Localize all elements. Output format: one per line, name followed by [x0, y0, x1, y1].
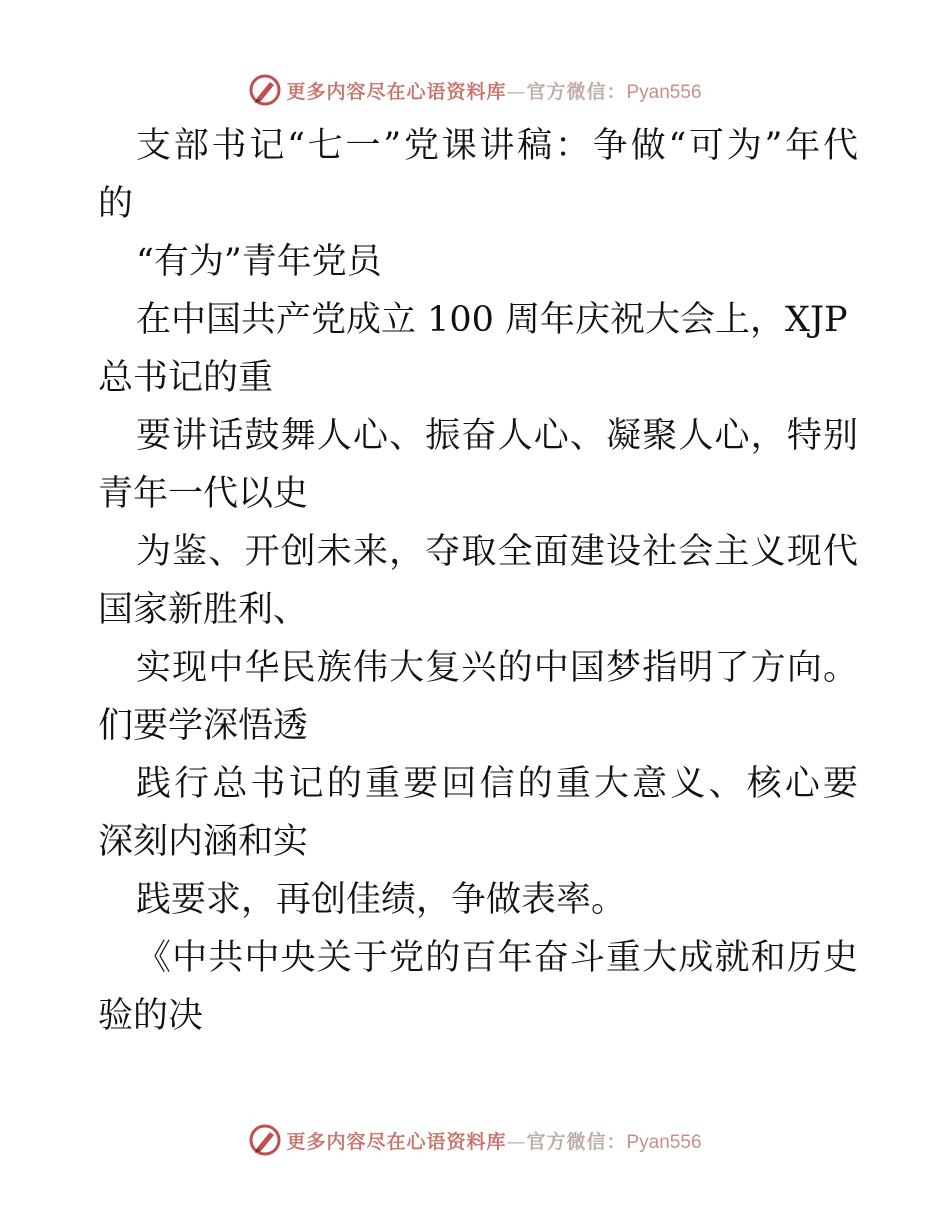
text-line: 验的决 [98, 996, 204, 1036]
header-separator: — [506, 80, 527, 103]
document-body [98, 117, 858, 1045]
text-line: 在中国共产党成立 100 周年庆祝大会上，XJP [136, 300, 848, 340]
text-line: 践要求，再创佳绩，争做表率。 [136, 880, 627, 920]
text-line: 的 [98, 184, 134, 224]
text-line: 总书记的重 [98, 358, 274, 398]
text-line: 们要学深悟透 [98, 706, 309, 746]
header-brand-text: 更多内容尽在心语资料库 [286, 80, 507, 103]
header-wechat-label: 官方微信： [526, 80, 627, 103]
footer-separator: — [506, 1130, 527, 1153]
text-line: 践行总书记的重要回信的重大意义、核心要 [136, 764, 858, 804]
text-line: 《中共中央关于党的百年奋斗重大成就和历史 [136, 938, 858, 978]
footer-brand-text: 更多内容尽在心语资料库 [286, 1130, 507, 1153]
text-line: 深刻内涵和实 [98, 822, 309, 862]
footer-banner [0, 1120, 950, 1160]
text-line: 青年一代以史 [98, 474, 309, 514]
text-line: 要讲话鼓舞人心、振奋人心、凝聚人心，特别 [136, 416, 858, 456]
text-line: 实现中华民族伟大复兴的中国梦指明了方向。 [136, 648, 858, 688]
text-line: “有为”青年党员 [136, 242, 382, 282]
text-line: 国家新胜利、 [98, 590, 309, 630]
text-line: 支部书记“七一”党课讲稿：争做“可为”年代 [136, 126, 858, 166]
text-line: 为鉴、开创未来，夺取全面建设社会主义现代 [136, 532, 858, 572]
footer-wechat-id: Pyan556 [626, 1131, 702, 1153]
footer-wechat-label: 官方微信： [526, 1130, 627, 1153]
pen-logo-icon [248, 1123, 282, 1157]
header-wechat-id: Pyan556 [626, 81, 702, 103]
header-banner [0, 70, 950, 110]
pen-logo-icon [248, 73, 282, 107]
